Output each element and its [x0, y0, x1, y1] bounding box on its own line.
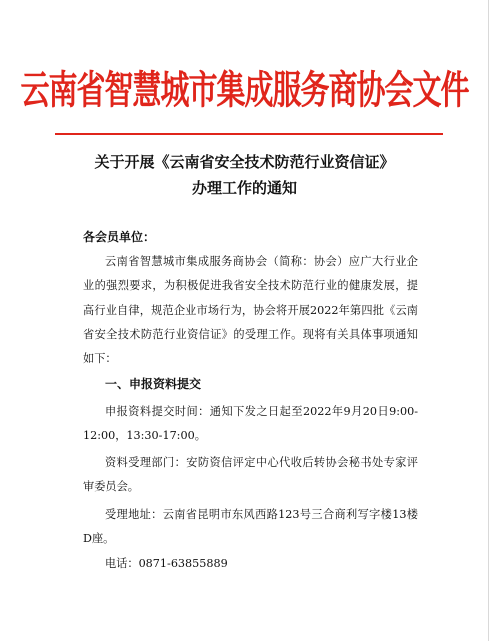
- submission-time-paragraph: 申报资料提交时间：通知下发之日起至2022年9月20日9:00-12:00，13:30-17:00。: [83, 405, 418, 443]
- section-heading-submission: 一、申报资料提交: [105, 377, 202, 391]
- phone-paragraph: 电话：0871-63855889: [105, 557, 228, 570]
- document-header-title: 云南省智慧城市集成服务商协会文件: [20, 66, 469, 113]
- notice-title-line1: 关于开展《云南省安全技术防范行业资信证》: [94, 153, 395, 171]
- salutation: 各会员单位：: [83, 230, 156, 244]
- intro-paragraph: 云南省智慧城市集成服务商协会（简称：协会）应广大行业企业的强烈要求，为积极促进我省安全技术防范行业的健康发展，提高行业自律，规范企业市场行为，协会将开展2022年第四批《云南省安全技术防范行业资信证》的受理工作。现将有关具体事项通知如下：: [83, 255, 418, 366]
- header-red-rule: [55, 133, 443, 135]
- receiving-department-paragraph: 资料受理部门：安防资信评定中心代收后转协会秘书处专家评审委员会。: [83, 456, 418, 494]
- address-paragraph: 受理地址：云南省昆明市东风西路123号三合商利写字楼13楼D座。: [83, 508, 418, 546]
- notice-title-line2: 办理工作的通知: [191, 179, 297, 197]
